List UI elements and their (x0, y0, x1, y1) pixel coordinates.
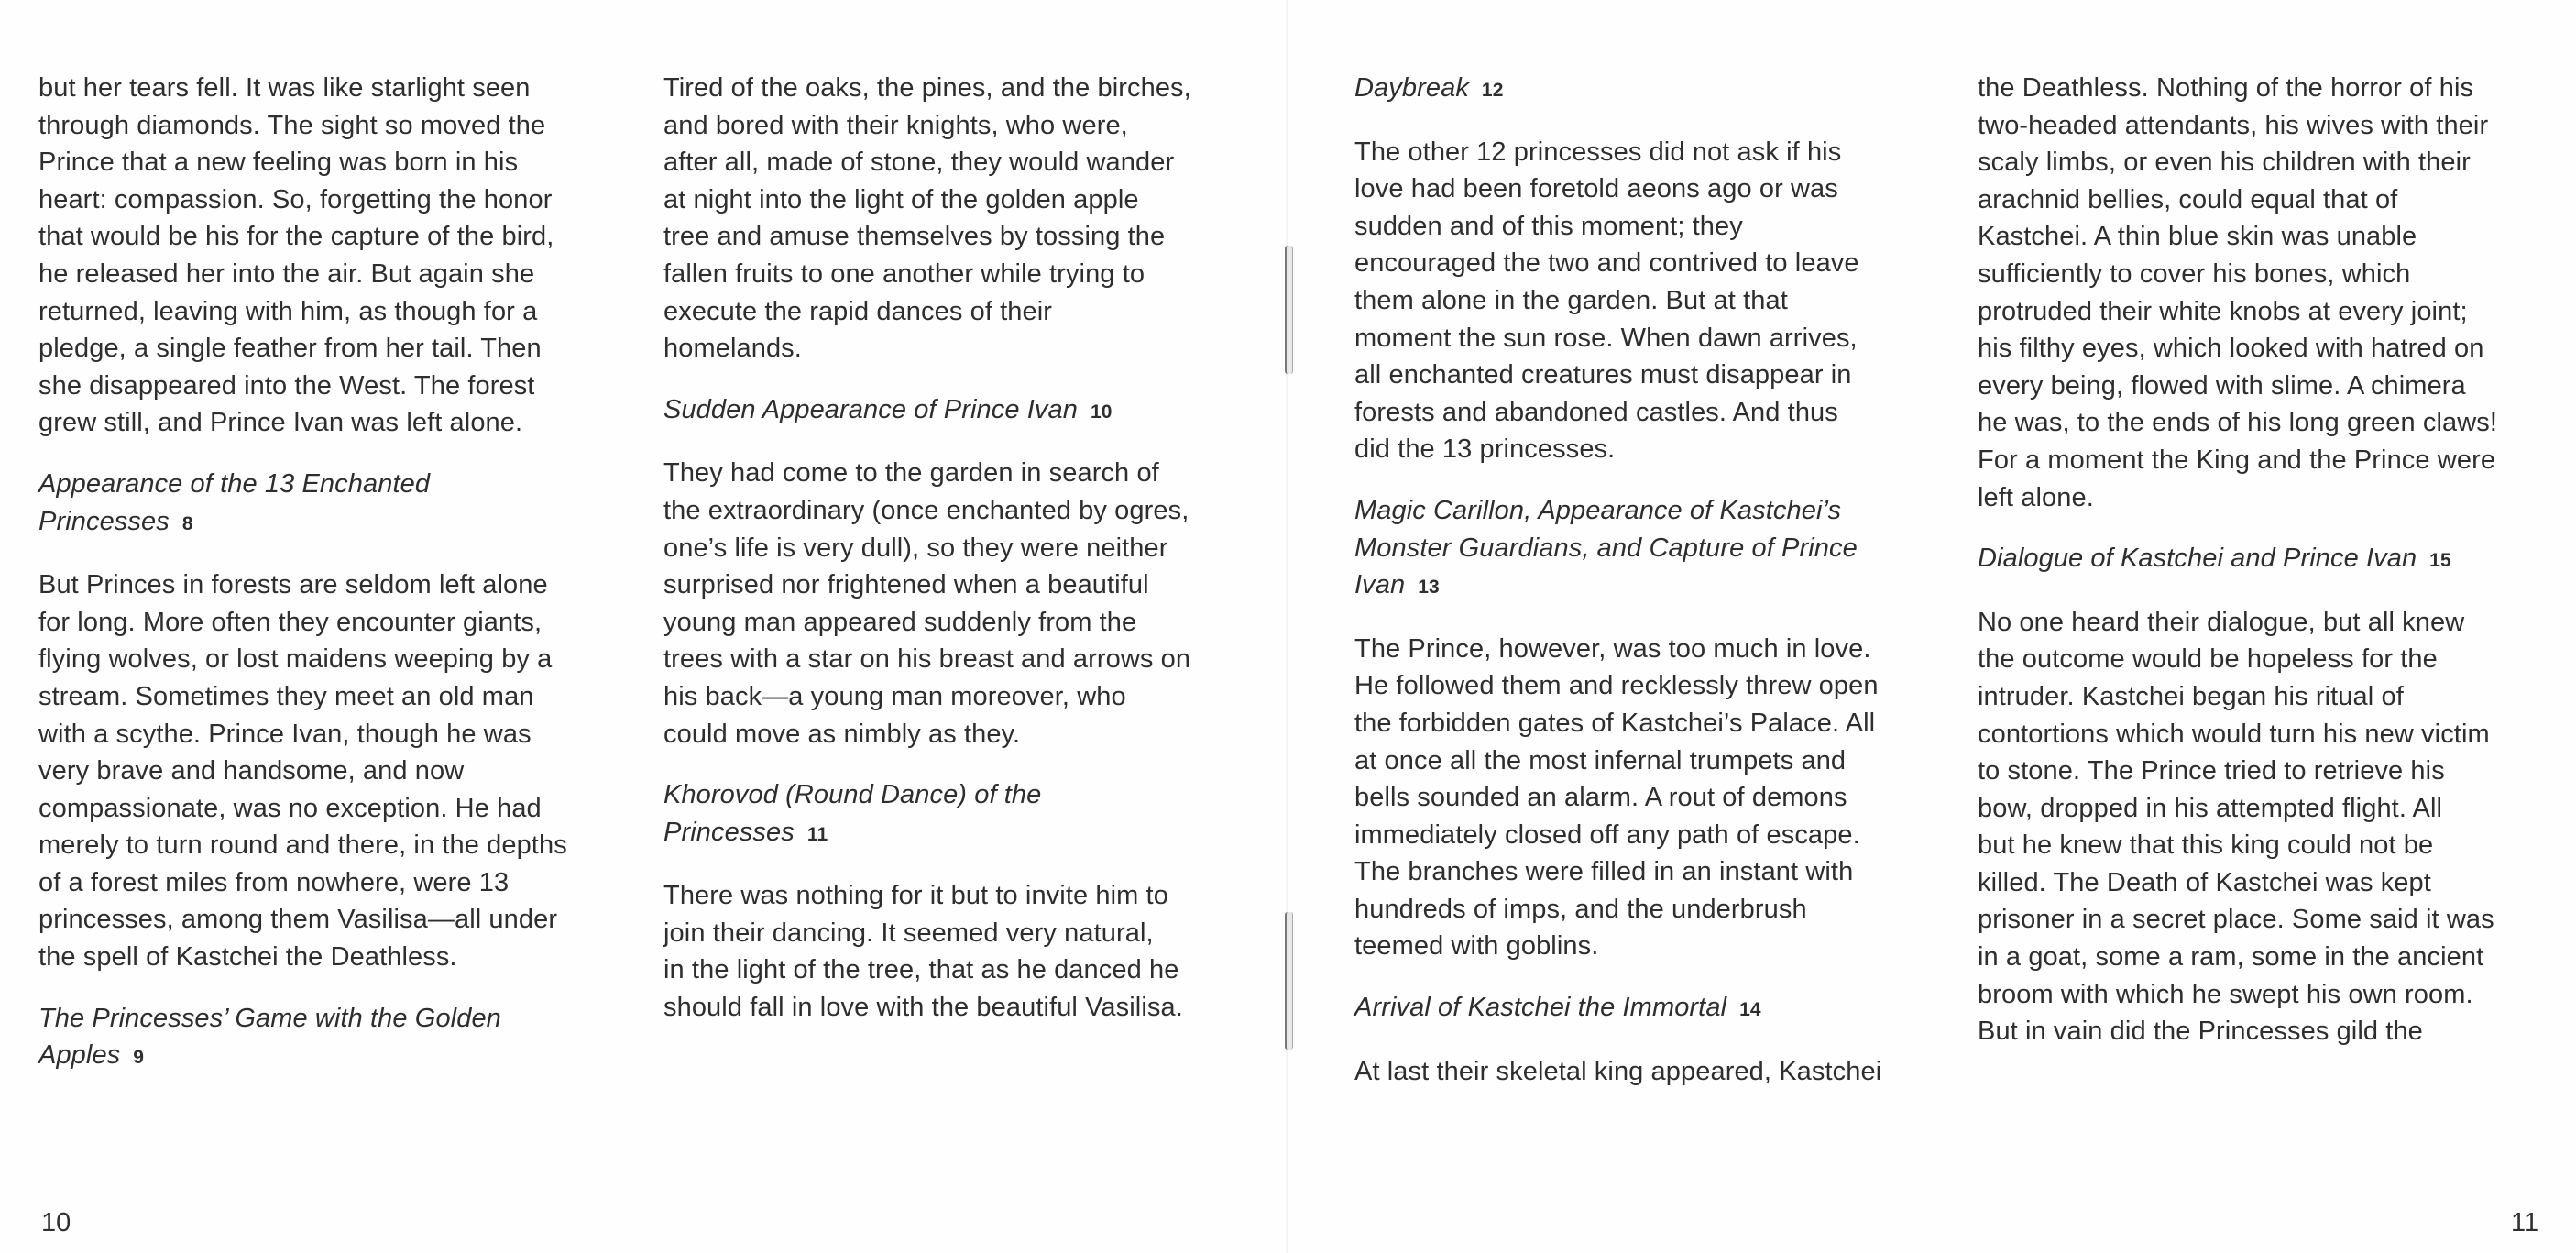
paragraph (1354, 631, 1959, 965)
paragraph (663, 70, 1268, 368)
line-text: but her tears fell. It was like starlight seen (38, 73, 531, 103)
line-text: young man appeared suddenly from the (663, 607, 1137, 637)
line-text: compassionate, was no exception. He had (38, 793, 542, 823)
text-line (38, 218, 643, 256)
text-line (1978, 678, 2576, 716)
line-text: princesses, among them Vasilisa—all under (38, 905, 558, 935)
line-text: left alone. (1978, 482, 2094, 512)
text-line (663, 256, 1268, 293)
line-text: Dialogue of Kastchei and Prince Ivan (1978, 544, 2417, 574)
section-heading (1354, 989, 1959, 1029)
text-line (1354, 779, 1959, 817)
paragraph (38, 566, 643, 976)
line-text: They had come to the garden in search of (663, 458, 1159, 489)
line-text: the outcome would be hopeless for the (1978, 644, 2438, 675)
text-line (38, 70, 643, 107)
text-line (38, 330, 643, 368)
line-text: bells sounded an alarm. A rout of demons (1354, 783, 1847, 813)
line-text: the forbidden gates of Kastchei’s Palace. All (1354, 708, 1876, 738)
text-line (1354, 170, 1959, 208)
line-text: For a moment the King and the Prince were (1978, 445, 2496, 475)
line-text: of a forest miles from nowhere, were 13 (38, 867, 510, 897)
text-line (663, 144, 1268, 181)
text-line (1354, 70, 1959, 110)
text-line (1354, 431, 1959, 468)
text-line (1354, 667, 1959, 705)
line-text: grew still, and Prince Ivan was left alone. (38, 408, 523, 438)
line-text: every being, flowed with slime. A chimera (1978, 370, 2466, 401)
text-line (1354, 891, 1959, 929)
paragraph (38, 70, 643, 442)
text-line (1978, 293, 2576, 331)
line-text: Monster Guardians, and Capture of Prince (1354, 533, 1858, 563)
line-text: Princesses (38, 506, 170, 536)
column-1 (38, 70, 643, 1101)
text-line (1978, 218, 2576, 256)
paragraph (1978, 70, 2576, 516)
line-text: flying wolves, or lost maidens weeping by a (38, 644, 553, 675)
text-line (663, 70, 1268, 107)
text-line (1978, 330, 2576, 368)
line-text: contortions which would turn his new victim (1978, 719, 2490, 749)
line-text: Daybreak (1354, 73, 1469, 103)
text-line (38, 566, 643, 604)
line-text: merely to turn round and there, in the depths (38, 830, 567, 861)
text-line (38, 678, 643, 716)
line-text: homelands. (663, 334, 802, 364)
section-heading (1978, 540, 2576, 580)
section-heading (38, 1000, 643, 1077)
page-number-right: 11 (2511, 1208, 2539, 1237)
section-heading (663, 776, 1268, 853)
text-line (1978, 976, 2576, 1014)
text-line (1978, 864, 2576, 902)
text-line (1354, 742, 1959, 780)
line-text: broom with which he swept his own room. (1978, 979, 2473, 1009)
text-line (663, 107, 1268, 145)
paragraph (663, 877, 1268, 1026)
line-text: surprised nor frightened when a beautiful (663, 570, 1149, 600)
text-line (1354, 492, 1959, 530)
track-number: 10 (1090, 401, 1113, 423)
staple-bottom (1285, 912, 1293, 1050)
line-text: Princesses (663, 817, 795, 847)
text-line (38, 256, 643, 293)
text-line (1354, 989, 1959, 1029)
line-text: intruder. Kastchei began his ritual of (1978, 681, 2404, 711)
line-text: the extraordinary (once enchanted by ogres, (663, 495, 1189, 525)
line-text: forests and abandoned castles. And thus (1354, 397, 1838, 427)
text-line (1354, 566, 1959, 607)
text-line (1354, 357, 1959, 394)
line-text: The other 12 princesses did not ask if his (1354, 137, 1842, 167)
line-text: she disappeared into the West. The forest (38, 370, 535, 401)
line-text: one’s life is very dull), so they were neither (663, 533, 1168, 563)
line-text: returned, leaving with him, as though for a (38, 296, 538, 326)
text-line (1354, 631, 1959, 668)
line-text: his back—a young man moreover, who (663, 681, 1126, 711)
line-text: immediately closed off any path of escape. (1354, 819, 1860, 850)
line-text: hundreds of imps, and the underbrush (1354, 894, 1807, 924)
line-text: encouraged the two and contrived to leave (1354, 248, 1859, 279)
section-heading (38, 466, 643, 543)
text-line (38, 939, 643, 976)
text-line (1354, 320, 1959, 357)
line-text: sufficiently to cover his bones, which (1978, 258, 2411, 289)
section-heading (1354, 70, 1959, 110)
text-line (38, 1037, 643, 1077)
line-text: The branches were filled in an instant with (1354, 857, 1854, 887)
line-text: with a scythe. Prince Ivan, though he was (38, 719, 532, 749)
line-text: At last their skeletal king appeared, Kastchei (1354, 1056, 1882, 1086)
text-line (663, 566, 1268, 604)
text-line (1354, 245, 1959, 282)
text-line (663, 492, 1268, 530)
text-line (1354, 853, 1959, 891)
text-line (38, 641, 643, 678)
text-line (38, 604, 643, 642)
text-line (38, 404, 643, 442)
text-line (663, 641, 1268, 678)
line-text: very brave and handsome, and now (38, 756, 465, 786)
text-line (1978, 641, 2576, 678)
text-line (38, 1000, 643, 1038)
column-2 (663, 70, 1268, 1050)
line-text: teemed with goblins. (1354, 931, 1599, 962)
line-text: join their dancing. It seemed very natural, (663, 918, 1154, 948)
text-line (1978, 404, 2576, 442)
column-3 (1354, 70, 1959, 1114)
line-text: Khorovod (Round Dance) of the (663, 780, 1042, 810)
line-text: The Prince, however, was too much in love. (1354, 633, 1871, 664)
text-line (663, 293, 1268, 331)
line-text: prisoner in a secret place. Some said it was (1978, 905, 2494, 935)
text-line (663, 716, 1268, 753)
text-line (1354, 208, 1959, 246)
line-text: tree and amuse themselves by tossing the (663, 222, 1166, 252)
line-text: his filthy eyes, which looked with hatred on (1978, 334, 2484, 364)
line-text: could move as nimbly as they. (663, 719, 1021, 749)
text-line (663, 951, 1268, 989)
text-line (38, 827, 643, 864)
text-line (663, 330, 1268, 368)
text-line (1978, 716, 2576, 753)
text-line (38, 790, 643, 828)
line-text: But in vain did the Princesses gild the (1978, 1017, 2423, 1047)
line-text: in the light of the tree, that as he danced he (663, 955, 1179, 985)
track-number: 8 (181, 512, 193, 534)
text-line (38, 716, 643, 753)
track-number: 13 (1418, 577, 1440, 599)
line-text: stream. Sometimes they meet an old man (38, 681, 534, 711)
text-line (1354, 1053, 1959, 1091)
line-text: he released her into the air. But again she (38, 258, 535, 289)
text-line (1978, 753, 2576, 790)
line-text: and bored with their knights, who were, (663, 110, 1128, 140)
line-text: love had been foretold aeons ago or was (1354, 174, 1838, 204)
text-line (1978, 939, 2576, 976)
line-text: execute the rapid dances of their (663, 296, 1053, 326)
text-line (1978, 604, 2576, 642)
line-text: bow, dropped in his attempted flight. All (1978, 793, 2443, 823)
paragraph (663, 455, 1268, 753)
text-line (38, 293, 643, 331)
line-text: after all, made of stone, they would wander (663, 148, 1175, 178)
text-line (663, 604, 1268, 642)
text-line (1978, 442, 2576, 479)
text-line (1354, 928, 1959, 965)
line-text: two-headed attendants, his wives with their (1978, 110, 2489, 140)
section-heading (663, 391, 1268, 432)
text-line (663, 814, 1268, 854)
track-number: 11 (806, 823, 828, 845)
text-line (1354, 817, 1959, 854)
line-text: The Princesses’ Game with the Golden (38, 1003, 501, 1033)
text-line (1354, 394, 1959, 432)
staple-top (1285, 246, 1293, 374)
line-text: Sudden Appearance of Prince Ivan (663, 394, 1078, 424)
center-fold (1286, 0, 1288, 1253)
text-line (1354, 530, 1959, 567)
line-text: Prince that a new feeling was born in his (38, 148, 519, 178)
line-text: but he knew that this king could not be (1978, 830, 2434, 861)
page-number-left: 10 (41, 1208, 71, 1237)
text-line (1978, 1013, 2576, 1050)
line-text: trees with a star on his breast and arrows on (663, 644, 1191, 675)
text-line (1978, 790, 2576, 828)
line-text: all enchanted creatures must disappear in (1354, 360, 1852, 390)
line-text: at once all the most infernal trumpets and (1354, 745, 1847, 775)
line-text: for long. More often they encounter giants, (38, 607, 543, 637)
line-text: There was nothing for it but to invite him to (663, 881, 1168, 911)
text-line (663, 391, 1268, 432)
line-text: arachnid bellies, could equal that of (1978, 184, 2398, 214)
text-line (663, 877, 1268, 915)
text-line (1978, 107, 2576, 145)
text-line (1978, 368, 2576, 405)
text-line (38, 901, 643, 939)
line-text: the spell of Kastchei the Deathless. (38, 942, 457, 973)
text-line (1354, 705, 1959, 742)
text-line (1354, 282, 1959, 320)
text-line (663, 989, 1268, 1027)
track-number: 14 (1739, 999, 1761, 1021)
track-number: 9 (133, 1047, 145, 1069)
line-text: Ivan (1354, 570, 1406, 600)
section-heading (1354, 492, 1959, 607)
line-text: Appearance of the 13 Enchanted (38, 468, 431, 499)
line-text: at night into the light of the golden apple (663, 184, 1139, 214)
line-text: that would be his for the capture of the bird, (38, 222, 554, 252)
line-text: But Princes in forests are seldom left alone (38, 570, 548, 600)
line-text: Magic Carillon, Appearance of Kastchei’s (1354, 495, 1842, 525)
text-line (1978, 827, 2576, 864)
line-text: protruded their white knobs at every joint; (1978, 296, 2468, 326)
line-text: killed. The Death of Kastchei was kept (1978, 867, 2431, 897)
line-text: No one heard their dialogue, but all knew (1978, 607, 2465, 637)
line-text: He followed them and recklessly threw open (1354, 671, 1879, 701)
line-text: heart: compassion. So, forgetting the honor (38, 184, 553, 214)
line-text: sudden and of this moment; they (1354, 211, 1743, 241)
line-text: he was, to the ends of his long green claws! (1978, 408, 2498, 438)
text-line (663, 776, 1268, 814)
line-text: the Deathless. Nothing of the horror of his (1978, 73, 2474, 103)
text-line (663, 915, 1268, 952)
text-line (1354, 134, 1959, 171)
paragraph (1354, 1053, 1959, 1091)
text-line (1978, 144, 2576, 181)
line-text: did the 13 princesses. (1354, 434, 1616, 465)
line-text: them alone in the garden. But at that (1354, 285, 1788, 315)
text-line (1978, 901, 2576, 939)
text-line (1978, 70, 2576, 107)
line-text: moment the sun rose. When dawn arrives, (1354, 323, 1858, 353)
line-text: fallen fruits to one another while trying to (663, 258, 1145, 289)
text-line (38, 466, 643, 503)
text-line (38, 181, 643, 219)
line-text: through diamonds. The sight so moved the (38, 110, 546, 140)
column-4 (1978, 70, 2576, 1074)
line-text: Arrival of Kastchei the Immortal (1354, 993, 1727, 1023)
line-text: to stone. The Prince tried to retrieve his (1978, 756, 2445, 786)
text-line (38, 107, 643, 145)
text-line (663, 530, 1268, 567)
text-line (1978, 181, 2576, 219)
line-text: in a goat, some a ram, some in the ancient (1978, 942, 2484, 973)
text-line (38, 144, 643, 181)
track-number: 15 (2429, 550, 2451, 572)
text-line (1978, 256, 2576, 293)
paragraph (1354, 134, 1959, 468)
line-text: pledge, a single feather from her tail. Then (38, 334, 542, 364)
text-line (663, 455, 1268, 492)
line-text: Tired of the oaks, the pines, and the birches, (663, 73, 1191, 103)
text-line (38, 753, 643, 790)
paragraph (1978, 604, 2576, 1050)
text-line (38, 864, 643, 902)
track-number: 12 (1481, 80, 1504, 101)
text-line (663, 678, 1268, 716)
line-text: Apples (38, 1040, 121, 1071)
text-line (38, 368, 643, 405)
line-text: Kastchei. A thin blue skin was unable (1978, 222, 2417, 252)
line-text: scaly limbs, or even his children with their (1978, 148, 2471, 178)
text-line (1978, 540, 2576, 580)
line-text: should fall in love with the beautiful Vasilisa. (663, 993, 1183, 1023)
text-line (38, 503, 643, 544)
text-line (1978, 479, 2576, 517)
text-line (663, 218, 1268, 256)
text-line (663, 181, 1268, 219)
